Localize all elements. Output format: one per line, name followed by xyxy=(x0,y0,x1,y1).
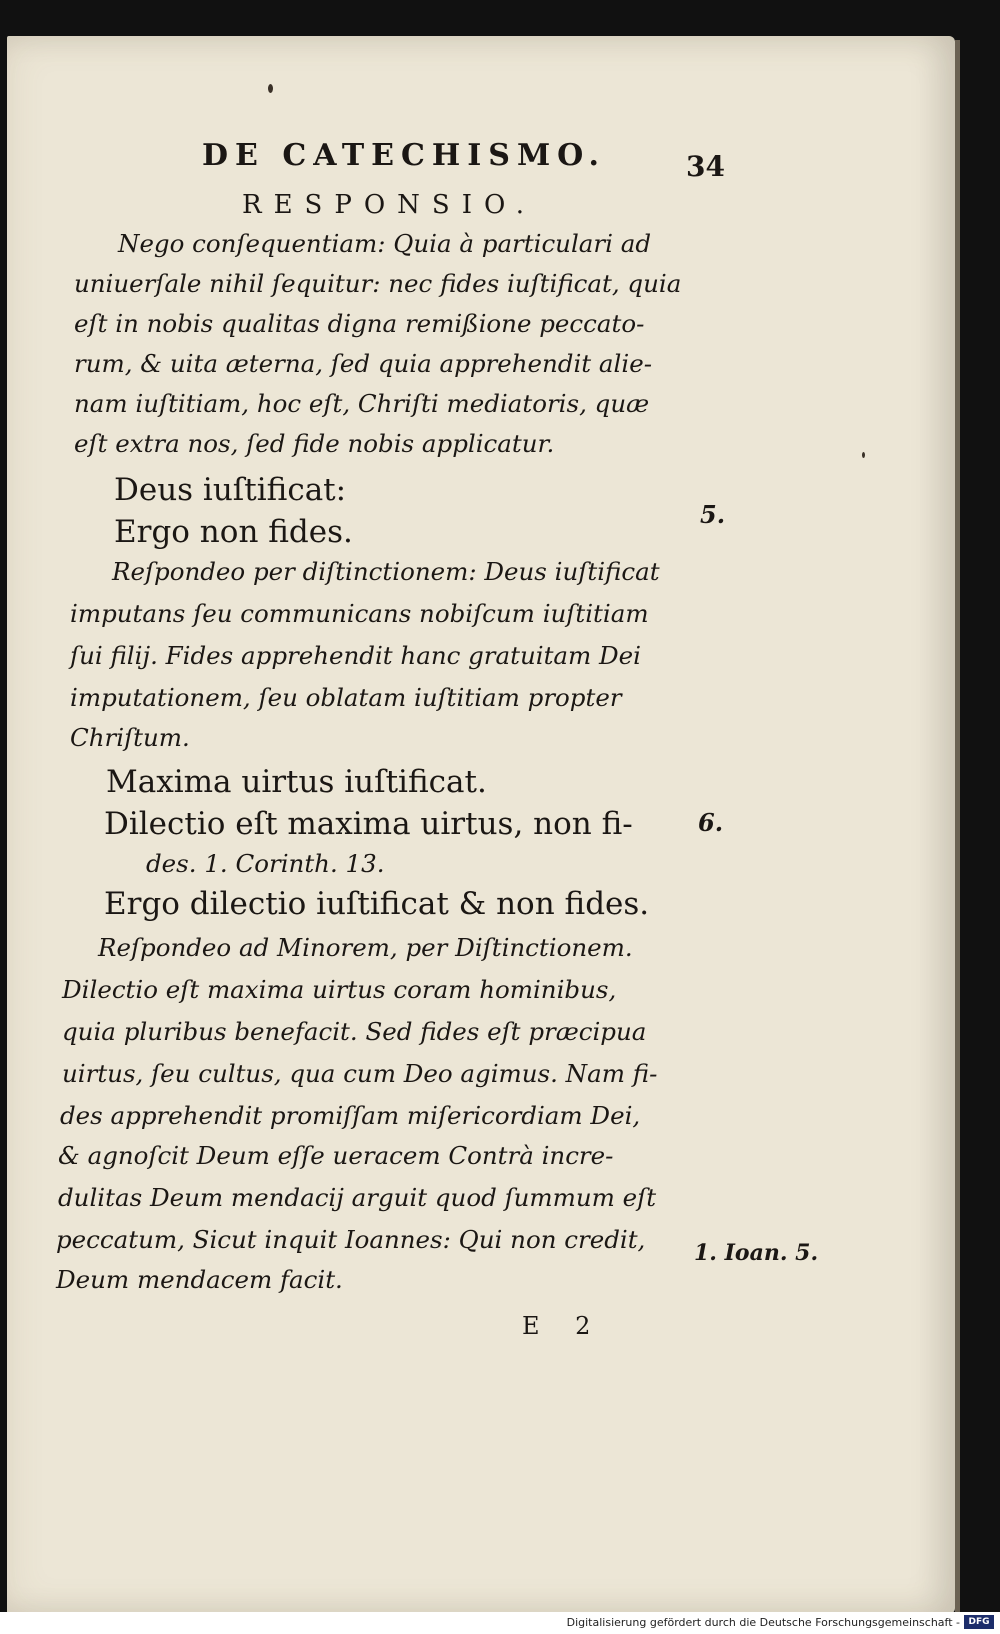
margin-reference-ioan: 1. Ioan. 5. xyxy=(694,1240,819,1266)
para1-line: Nego conſequentiam: Quia à particulari ad xyxy=(118,229,652,258)
thesis5-line: Ergo non fides. xyxy=(114,514,353,550)
running-title: DE CATECHISMO. xyxy=(202,138,606,173)
funding-credit: Digitalisierung gefördert durch die Deutsche Forschungsgemeinschaft - xyxy=(566,1616,960,1629)
para3-line: Dilectio eſt maxima uirtus coram hominibus, xyxy=(62,975,617,1004)
para1-line: nam iuſtitiam, hoc eſt, Chriſti mediatoris, quæ xyxy=(74,389,650,418)
para1-line: rum, & uita æterna, ſed quia apprehendit alie- xyxy=(74,349,652,378)
para3-line: Reſpondeo ad Minorem, per Diſtinctionem. xyxy=(98,933,633,962)
thesis6-line: Dilectio eſt maxima uirtus, non fi- xyxy=(104,806,633,842)
para2-line: ſui filij. Fides apprehendit hanc gratuitam Dei xyxy=(70,641,642,670)
ink-speck xyxy=(862,452,865,458)
para2-line: Chriſtum. xyxy=(70,723,190,752)
response-heading: RESPONSIO. xyxy=(242,190,537,220)
margin-number-5: 5. xyxy=(700,500,726,529)
thesis6-line: Ergo dilectio iuſtificat & non fides. xyxy=(104,886,650,922)
para2-line: Reſpondeo per diſtinctionem: Deus iuſtificat xyxy=(112,557,660,586)
para1-line: uniuerſale nihil ſequitur: nec fides iuſtificat, quia xyxy=(74,269,682,298)
para3-line: dulitas Deum mendacij arguit quod ſummum eſt xyxy=(58,1183,657,1212)
dfg-logo: DFG xyxy=(964,1615,994,1629)
thesis5-line: Deus iuſtificat: xyxy=(114,472,347,508)
para3-line: quia pluribus benefacit. Sed fides eſt præcipua xyxy=(62,1017,647,1046)
folio-number: 34 xyxy=(686,150,725,183)
para2-line: imputationem, ſeu oblatam iuſtitiam propter xyxy=(70,683,622,712)
thesis6-line: Maxima uirtus iuſtificat. xyxy=(106,764,487,800)
para3-line: peccatum, Sicut inquit Ioannes: Qui non credit, xyxy=(56,1225,646,1254)
para1-line: eſt in nobis qualitas digna remißione peccato- xyxy=(74,309,645,338)
para3-line: Deum mendacem facit. xyxy=(56,1265,343,1294)
signature-mark: E 2 xyxy=(522,1312,605,1340)
para3-line: & agnoſcit Deum eſſe ueracem Contrà incre- xyxy=(58,1141,614,1170)
para2-line: imputans ſeu communicans nobiſcum iuſtitiam xyxy=(70,599,649,628)
margin-number-6: 6. xyxy=(698,808,724,837)
ink-speck xyxy=(268,84,273,93)
page-edge xyxy=(955,40,960,1612)
thesis6-line: des. 1. Corinth. 13. xyxy=(146,849,385,878)
para1-line: eſt extra nos, ſed fide nobis applicatur. xyxy=(74,429,555,458)
para3-line: des apprehendit promiſſam miſericordiam Dei, xyxy=(60,1101,641,1130)
para3-line: uirtus, ſeu cultus, qua cum Deo agimus. Nam fi- xyxy=(62,1059,658,1088)
